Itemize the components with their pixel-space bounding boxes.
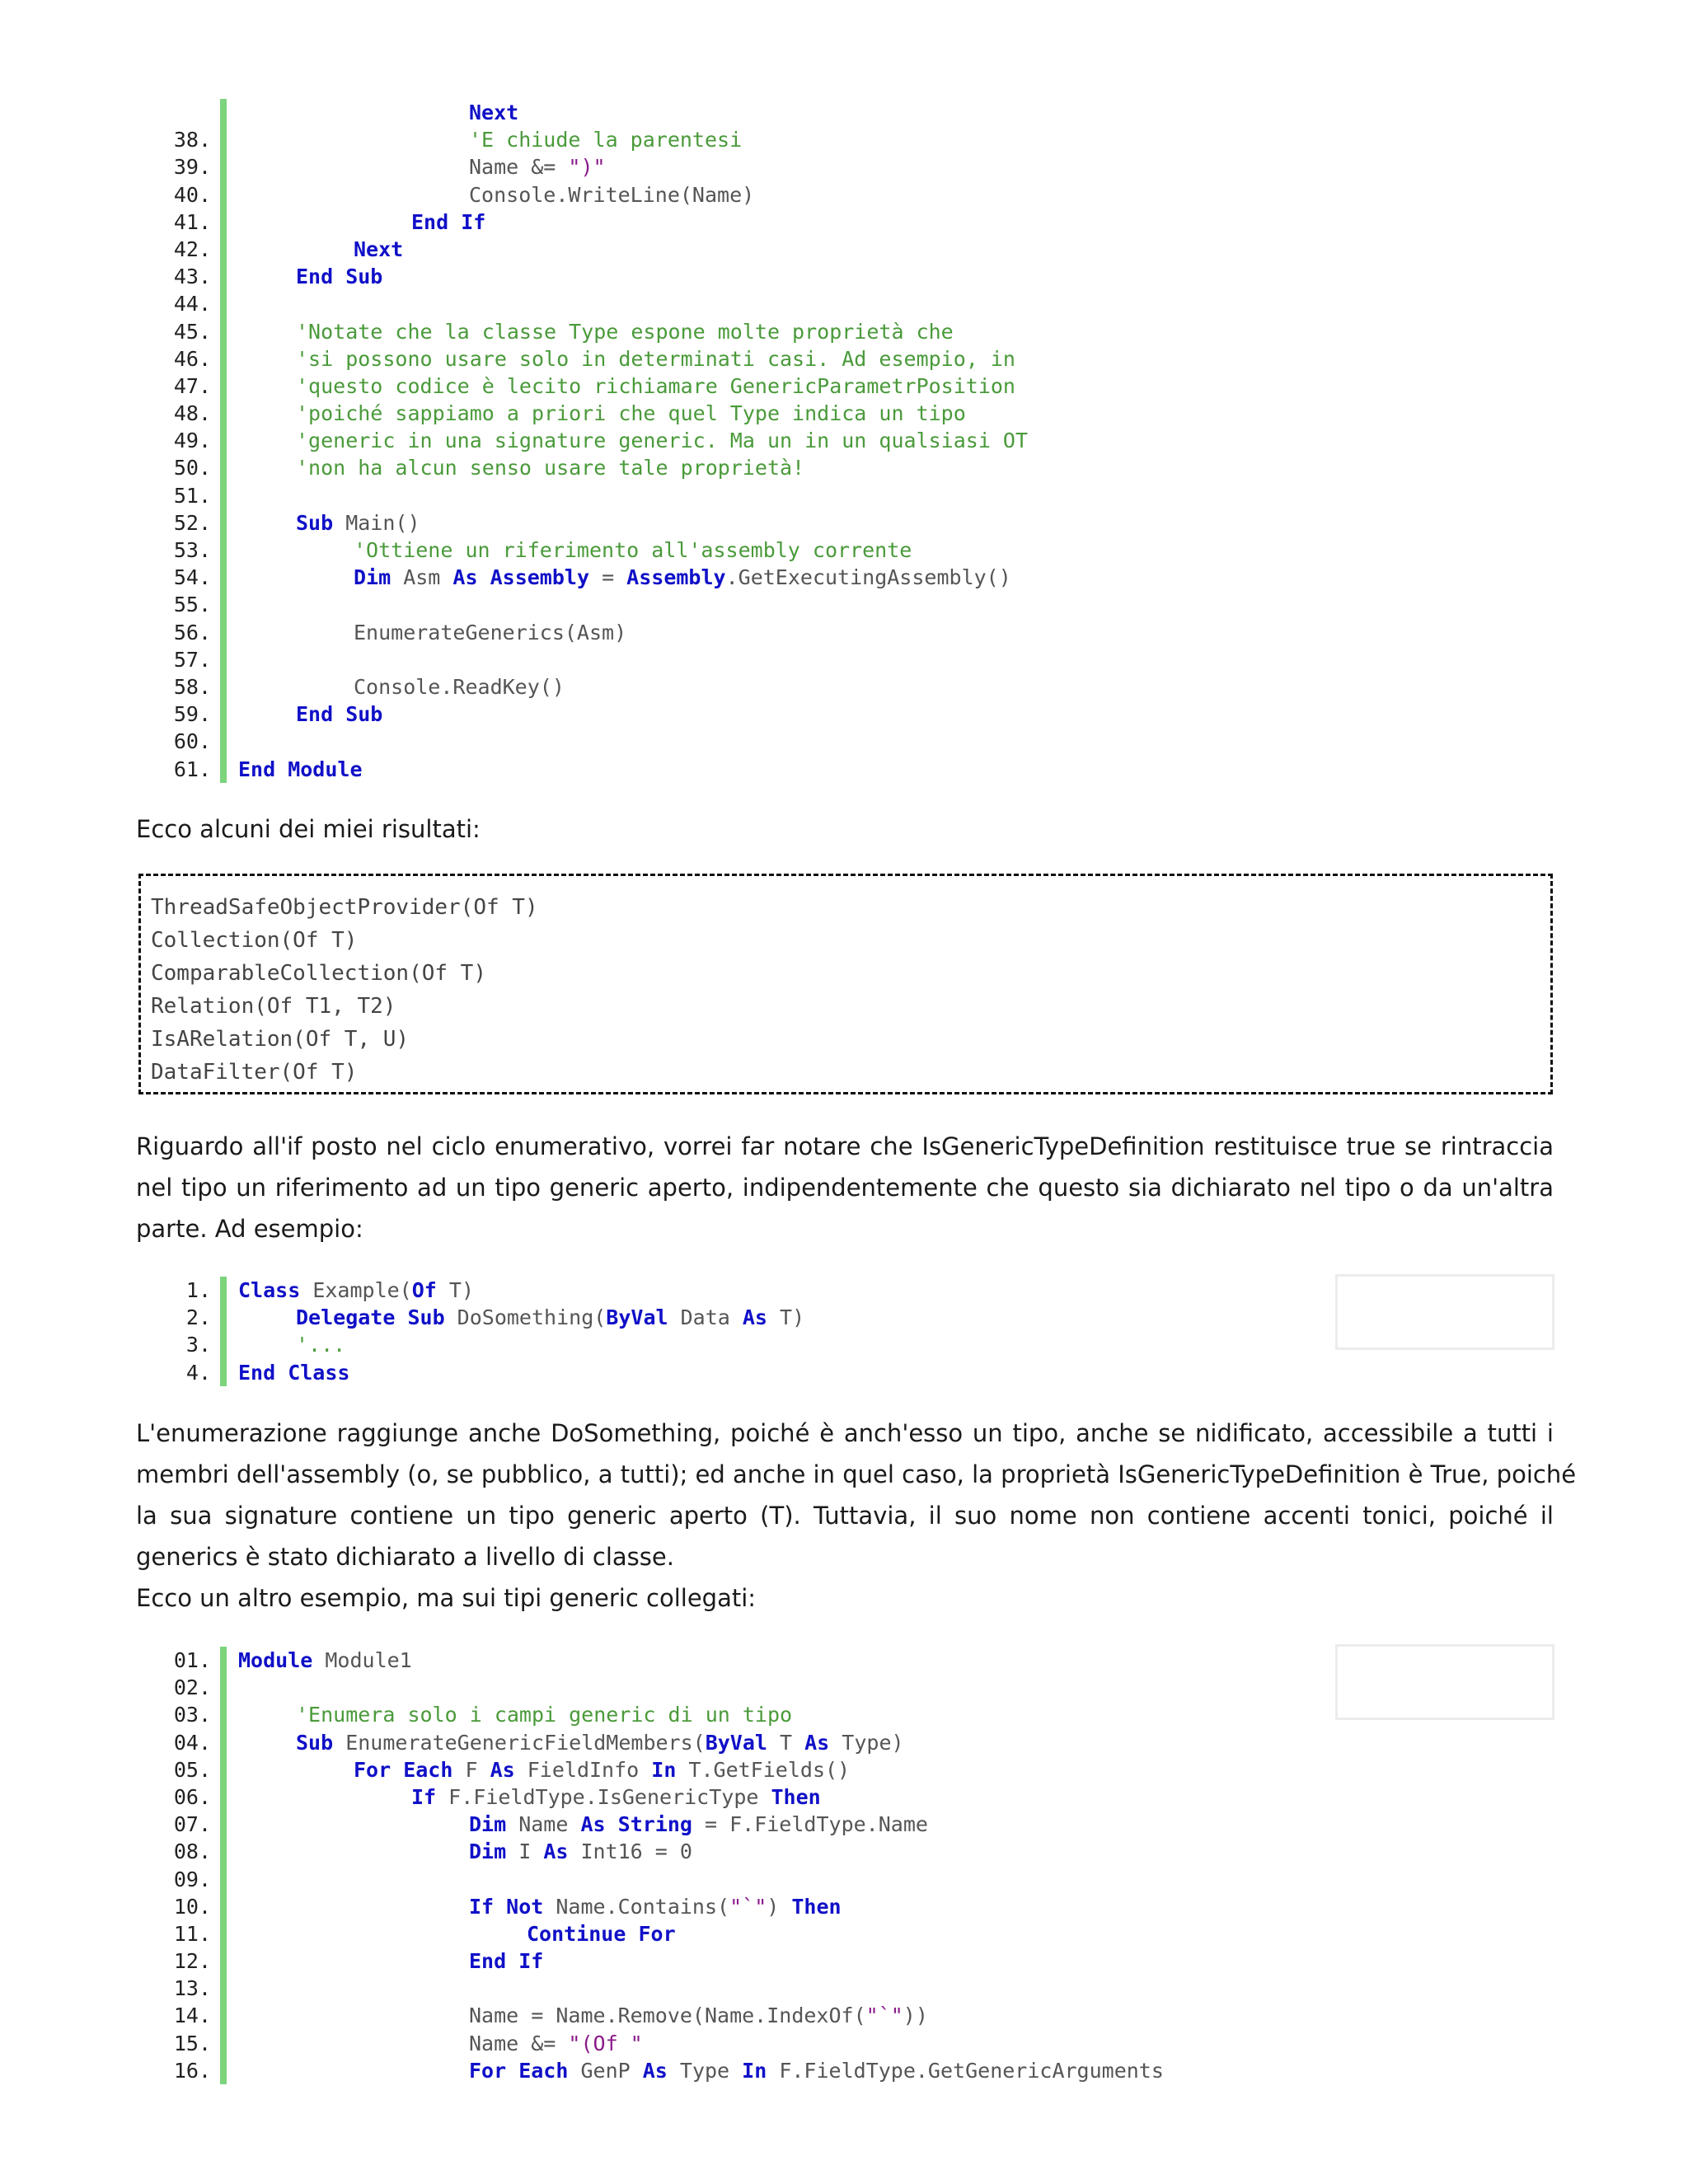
code-token: = F.FieldType.Name <box>692 1812 928 1837</box>
line-number: 38. <box>173 128 211 152</box>
code-token: 'E chiude la parentesi <box>469 128 743 152</box>
code-line <box>161 1947 1562 1975</box>
code-token: Example( <box>300 1278 412 1302</box>
code-token: )) <box>903 2004 928 2028</box>
paragraph-2 <box>136 1413 1577 1619</box>
code-line <box>161 1866 1562 1893</box>
code-token: Assembly <box>626 565 726 590</box>
code-text <box>296 345 1015 373</box>
code-token: T) <box>436 1278 474 1302</box>
code-text <box>296 263 382 290</box>
line-number: 47. <box>173 373 211 398</box>
results-intro <box>136 808 1554 850</box>
code-token: Name &= <box>469 155 569 180</box>
code-line <box>161 153 1562 180</box>
code-line <box>161 1975 1562 2002</box>
line-number: 54. <box>173 565 211 590</box>
gutter-bar <box>220 99 227 126</box>
code-token: '... <box>296 1333 346 1357</box>
line-number: 41. <box>173 209 211 234</box>
code-text <box>354 619 626 646</box>
line-number: 06. <box>173 1784 211 1809</box>
code-token: Delegate Sub <box>296 1305 445 1330</box>
code-text <box>469 181 754 209</box>
output-line: ThreadSafeObjectProvider(Of T) <box>151 895 538 920</box>
line-number: 40. <box>173 182 211 207</box>
code-token: ByVal <box>606 1305 668 1330</box>
code-token: 'poiché sappiamo a priori che quel Type indica un tipo <box>296 401 966 426</box>
code-line <box>161 1729 1562 1756</box>
code-line <box>161 1783 1562 1811</box>
line-number: 16. <box>173 2058 211 2083</box>
code-text <box>411 209 485 236</box>
code-token: Type) <box>829 1730 904 1755</box>
code-token: Sub <box>296 510 334 535</box>
code-text <box>296 427 1028 454</box>
output-line: DataFilter(Of T) <box>151 1060 358 1085</box>
code-line <box>161 181 1562 209</box>
code-token: Data <box>668 1305 743 1330</box>
code-line <box>161 2002 1562 2029</box>
code-text <box>238 1277 474 1304</box>
gutter-bar <box>220 509 227 537</box>
code-token: As <box>742 1305 767 1330</box>
paragraph-1 <box>136 1126 1554 1249</box>
code-token: T.GetFields() <box>676 1757 851 1782</box>
code-token: DoSomething( <box>444 1305 607 1330</box>
gutter-bar <box>220 1783 227 1811</box>
gutter-bar <box>220 482 227 509</box>
line-number: 05. <box>173 1757 211 1782</box>
gutter-bar <box>220 2057 227 2084</box>
code-token: = <box>589 565 627 590</box>
code-text <box>469 126 742 153</box>
code-line <box>161 482 1562 509</box>
line-number: 48. <box>173 401 211 426</box>
output-line: Relation(Of T1, T2) <box>151 994 396 1019</box>
paragraph-line: parte. Ad esempio: <box>136 1215 363 1243</box>
code-token: ) <box>767 1894 792 1919</box>
code-token <box>478 565 490 589</box>
code-token: Then <box>791 1894 842 1919</box>
code-line <box>161 509 1562 537</box>
code-line <box>161 263 1562 290</box>
code-line <box>161 564 1562 591</box>
line-number: 58. <box>173 674 211 699</box>
code-token: EnumerateGenerics(Asm) <box>354 620 627 644</box>
code-line <box>161 2057 1562 2084</box>
gutter-bar <box>220 1838 227 1865</box>
code-text <box>296 1729 904 1756</box>
code-token: If Not <box>469 1894 544 1919</box>
code-token: Of <box>411 1278 437 1302</box>
code-token: GenP <box>568 2058 643 2083</box>
gutter-bar <box>220 2002 227 2029</box>
code-text <box>296 400 966 427</box>
code-token: Name = Name.Remove(Name.IndexOf( <box>469 2004 866 2028</box>
code-line <box>161 400 1562 427</box>
gutter-bar <box>220 1277 227 1304</box>
code-token: Dim <box>354 565 392 590</box>
gutter-bar <box>220 236 227 263</box>
gutter-bar <box>220 400 227 427</box>
code-token: "`" <box>729 1894 767 1919</box>
code-token: 'non ha alcun senso usare tale proprietà! <box>296 456 805 480</box>
code-line <box>161 646 1562 673</box>
line-number: 01. <box>173 1648 211 1672</box>
gutter-bar <box>220 1920 227 1947</box>
code-token: Main() <box>333 510 420 535</box>
code-token: .GetExecutingAssembly() <box>725 565 1011 590</box>
code-text <box>469 2030 643 2057</box>
code-line <box>161 1838 1562 1865</box>
code-token: 'si possono usare solo in determinati casi. Ad esempio, in <box>296 346 1015 371</box>
code-line <box>161 209 1562 236</box>
line-number: 61. <box>173 757 211 781</box>
code-token: Asm <box>391 565 453 590</box>
paragraph-line: generics è stato dichiarato a livello di classe. <box>136 1543 674 1571</box>
code-token: Module1 <box>312 1648 412 1672</box>
code-token: F <box>452 1757 490 1782</box>
code-text <box>354 537 912 564</box>
line-number: 52. <box>173 510 211 535</box>
code-text <box>469 1947 543 1975</box>
gutter-bar <box>220 1947 227 1975</box>
code-token: Console.WriteLine(Name) <box>469 182 755 207</box>
code-token: Name <box>506 1812 581 1837</box>
line-number: 3. <box>185 1333 211 1357</box>
gutter-bar <box>220 1359 227 1386</box>
code-line <box>161 454 1562 481</box>
gutter-bar <box>220 454 227 481</box>
output-line: IsARelation(Of T, U) <box>151 1027 410 1052</box>
code-token: End Sub <box>296 702 383 727</box>
code-text <box>469 2057 1164 2084</box>
code-text <box>296 373 1015 400</box>
code-token: F.FieldType.GetGenericArguments <box>767 2058 1164 2083</box>
line-number: 39. <box>173 155 211 180</box>
code-token: As <box>490 1757 515 1782</box>
gutter-bar <box>220 290 227 317</box>
code-token: End If <box>411 209 486 234</box>
line-number: 14. <box>173 2004 211 2028</box>
code-text <box>469 2002 928 2029</box>
code-line <box>161 619 1562 646</box>
gutter-bar <box>220 1304 227 1331</box>
code-token: For Each <box>354 1757 453 1782</box>
code-text <box>354 1756 850 1783</box>
gutter-bar <box>220 756 227 783</box>
gutter-bar <box>220 126 227 153</box>
gutter-bar <box>220 646 227 673</box>
code-token: String <box>617 1812 692 1837</box>
code-block-1 <box>161 99 1562 783</box>
code-text <box>469 1838 692 1865</box>
code-line <box>161 2030 1562 2057</box>
code-text <box>354 236 403 263</box>
gutter-bar <box>220 1866 227 1893</box>
code-token: "(Of " <box>568 2031 643 2055</box>
code-token: 'Notate che la classe Type espone molte proprietà che <box>296 319 954 344</box>
code-line <box>161 537 1562 564</box>
code-line <box>161 345 1562 373</box>
line-number: 44. <box>173 292 211 316</box>
line-number: 42. <box>173 237 211 261</box>
code-token: End Class <box>238 1360 350 1385</box>
code-token: Type <box>667 2058 743 2083</box>
gutter-bar <box>220 701 227 728</box>
code-token: Name.Contains( <box>543 1894 730 1919</box>
gutter-bar <box>220 373 227 400</box>
code-token: Dim <box>469 1840 507 1864</box>
code-line <box>161 1920 1562 1947</box>
code-token: T <box>767 1730 805 1755</box>
paragraph-line: Riguardo all'if posto nel ciclo enumerativo, vorrei far notare che IsGenericTypeDefinition restituisce true se rintraccia <box>136 1132 1554 1160</box>
code-token: ")" <box>568 155 606 180</box>
line-number: 57. <box>173 647 211 672</box>
code-text <box>411 1783 821 1811</box>
gutter-bar <box>220 619 227 646</box>
code-token: Class <box>238 1278 301 1302</box>
paragraph-line: L'enumerazione raggiunge anche DoSomething, poiché è anch'esso un tipo, anche se nidificato, accessibile a tutti i <box>136 1419 1554 1447</box>
code-token: Continue For <box>527 1921 676 1946</box>
code-token: Sub <box>296 1730 334 1755</box>
code-token: T) <box>767 1305 805 1330</box>
code-text <box>296 1701 792 1728</box>
code-text <box>354 564 1011 591</box>
code-line <box>161 701 1562 728</box>
code-token: Module <box>238 1648 313 1672</box>
line-number: 09. <box>173 1867 211 1891</box>
code-token: End If <box>469 1949 544 1974</box>
line-number: 49. <box>173 429 211 453</box>
line-number: 12. <box>173 1949 211 1974</box>
line-number: 56. <box>173 620 211 644</box>
line-number: 13. <box>173 1976 211 2001</box>
code-line <box>161 99 1562 126</box>
output-box <box>138 874 1553 1094</box>
code-token <box>606 1812 618 1836</box>
code-token: As <box>804 1730 830 1755</box>
gutter-bar <box>220 427 227 454</box>
code-text <box>296 1304 804 1331</box>
gutter-bar <box>220 345 227 373</box>
gutter-bar <box>220 1729 227 1756</box>
line-number: 1. <box>185 1278 211 1302</box>
code-token: F.FieldType.IsGenericType <box>436 1784 771 1809</box>
gutter-bar <box>220 591 227 618</box>
gutter-bar <box>220 728 227 755</box>
code-line <box>161 591 1562 618</box>
code-text <box>238 756 363 783</box>
gutter-bar <box>220 1893 227 1920</box>
code-text <box>469 99 518 126</box>
code-token: As <box>642 2058 668 2083</box>
gutter-bar <box>220 318 227 345</box>
code-line <box>161 756 1562 783</box>
code-token: End Sub <box>296 265 383 289</box>
code-token: 'generic in una signature generic. Ma un in un qualsiasi OT <box>296 429 1029 453</box>
code-token: Int16 = 0 <box>568 1840 692 1864</box>
code-token: Dim <box>469 1812 507 1837</box>
code-token: Name &= <box>469 2031 569 2055</box>
gutter-bar <box>220 1811 227 1838</box>
code-token: 'questo codice è lecito richiamare GenericParametrPosition <box>296 373 1015 398</box>
code-token: ByVal <box>705 1730 767 1755</box>
paragraph-line: nel tipo un riferimento ad un tipo generic aperto, indipendentemente che questo sia dichiarato nel tipo o da un'altra <box>136 1174 1554 1202</box>
code-text <box>296 509 420 537</box>
gutter-bar <box>220 1331 227 1358</box>
line-number: 55. <box>173 593 211 617</box>
code-line <box>161 1811 1562 1838</box>
code-token: 'Enumera solo i campi generic di un tipo <box>296 1703 793 1727</box>
code-line <box>161 290 1562 317</box>
line-number: 45. <box>173 319 211 344</box>
code-line <box>161 1359 1562 1386</box>
line-number: 2. <box>185 1305 211 1330</box>
gutter-bar <box>220 1756 227 1783</box>
line-number: 51. <box>173 483 211 508</box>
code-line <box>161 126 1562 153</box>
code-token: As <box>543 1840 569 1864</box>
code-line <box>161 1893 1562 1920</box>
code-token: FieldInfo <box>514 1757 652 1782</box>
code-token: 'Ottiene un riferimento all'assembly corrente <box>354 538 912 562</box>
line-number: 46. <box>173 346 211 371</box>
gutter-bar <box>220 209 227 236</box>
code-line <box>161 373 1562 400</box>
gutter-bar <box>220 1975 227 2002</box>
code-line <box>161 1756 1562 1783</box>
line-number: 53. <box>173 538 211 562</box>
gutter-bar <box>220 263 227 290</box>
line-number: 04. <box>173 1730 211 1755</box>
code-line <box>161 318 1562 345</box>
line-number: 15. <box>173 2031 211 2055</box>
code-token: I <box>506 1840 544 1864</box>
results-intro-text: Ecco alcuni dei miei risultati: <box>136 815 481 843</box>
code-toolbar-box-2[interactable] <box>1335 1644 1554 1720</box>
gutter-bar <box>220 153 227 180</box>
code-token: End Module <box>238 757 363 781</box>
gutter-bar <box>220 2030 227 2057</box>
line-number: 08. <box>173 1840 211 1864</box>
output-line: Collection(Of T) <box>151 928 358 953</box>
line-number: 10. <box>173 1894 211 1919</box>
code-text <box>469 1811 928 1838</box>
code-text <box>296 318 954 345</box>
line-number: 03. <box>173 1703 211 1727</box>
code-token: In <box>651 1757 677 1782</box>
gutter-bar <box>220 181 227 209</box>
line-number: 43. <box>173 265 211 289</box>
line-number: 02. <box>173 1675 211 1700</box>
code-text <box>527 1920 676 1947</box>
code-token: As <box>580 1812 606 1837</box>
line-number: 07. <box>173 1812 211 1837</box>
code-token: Assembly <box>490 565 590 590</box>
code-text <box>469 1893 842 1920</box>
line-number: 60. <box>173 729 211 754</box>
line-number: 11. <box>173 1921 211 1946</box>
gutter-bar <box>220 564 227 591</box>
paragraph-line: Ecco un altro esempio, ma sui tipi generic collegati: <box>136 1584 757 1612</box>
code-text <box>296 701 382 728</box>
paragraph-line: la sua signature contiene un tipo generic aperto (T). Tuttavia, il suo nome non contiene accenti tonici, poiché il <box>136 1502 1554 1530</box>
line-number: 4. <box>185 1360 211 1385</box>
line-number: 59. <box>173 702 211 727</box>
code-toolbar-box-1[interactable] <box>1335 1274 1554 1350</box>
code-token: Next <box>354 237 404 261</box>
code-token: For Each <box>469 2058 569 2083</box>
code-line <box>161 728 1562 755</box>
code-line <box>161 673 1562 701</box>
code-text <box>469 153 606 180</box>
output-line: ComparableCollection(Of T) <box>151 961 486 986</box>
gutter-bar <box>220 673 227 701</box>
gutter-bar <box>220 1701 227 1728</box>
code-token: As <box>452 565 478 590</box>
code-token: EnumerateGenericFieldMembers( <box>333 1730 706 1755</box>
code-token: Next <box>469 101 519 124</box>
paragraph-line: membri dell'assembly (o, se pubblico, a tutti); ed anche in quel caso, la proprietà IsGenericTypeDefinition è True, poiché <box>136 1460 1577 1488</box>
gutter-bar <box>220 537 227 564</box>
gutter-bar <box>220 1647 227 1674</box>
gutter-bar <box>220 1674 227 1701</box>
line-number: 50. <box>173 456 211 480</box>
code-text <box>238 1647 412 1674</box>
code-text <box>296 1331 345 1358</box>
code-text <box>296 454 804 481</box>
code-text <box>238 1359 349 1386</box>
code-token: "`" <box>865 2004 903 2028</box>
code-text <box>354 673 565 701</box>
code-token: If <box>411 1784 437 1809</box>
code-line <box>161 236 1562 263</box>
code-token: Then <box>771 1784 821 1809</box>
code-token: Console.ReadKey() <box>354 674 565 699</box>
code-line <box>161 427 1562 454</box>
code-token: In <box>742 2058 767 2083</box>
